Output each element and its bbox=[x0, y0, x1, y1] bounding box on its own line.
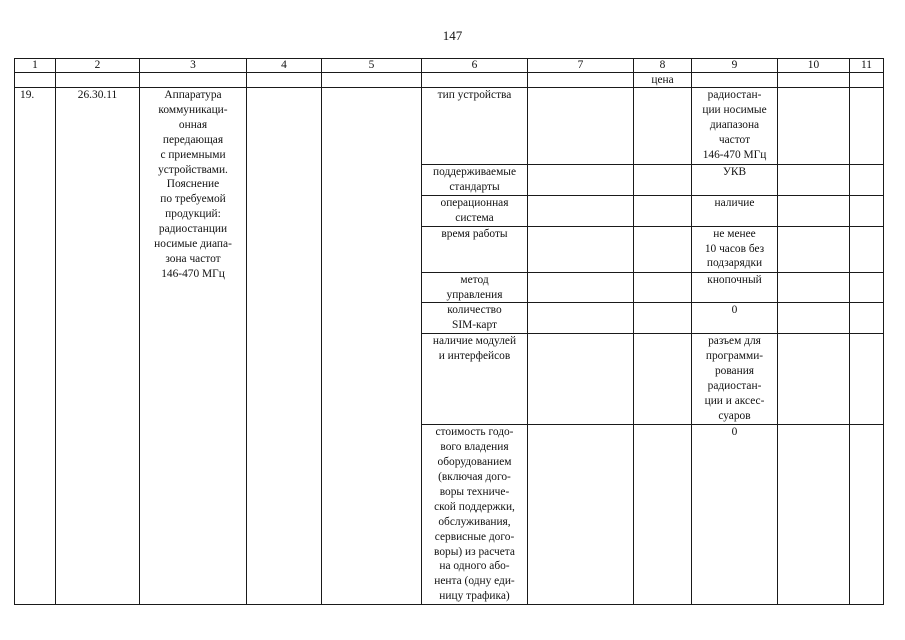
column-header: 6 bbox=[422, 59, 528, 73]
specification-table bbox=[14, 58, 884, 605]
column-number-row bbox=[15, 59, 884, 73]
row-index: 19. bbox=[15, 88, 56, 605]
characteristic-name: наличие модулей и интерфейсов bbox=[422, 334, 528, 425]
column-header: 3 bbox=[140, 59, 247, 73]
column-header: 5 bbox=[322, 59, 422, 73]
characteristic-value: не менее 10 часов без подзарядки bbox=[692, 226, 778, 272]
characteristic-value: наличие bbox=[692, 195, 778, 226]
column-header: 7 bbox=[528, 59, 634, 73]
row-code: 26.30.11 bbox=[56, 88, 140, 605]
table-row bbox=[15, 88, 884, 165]
column-header: 9 bbox=[692, 59, 778, 73]
page-number: 147 bbox=[442, 28, 463, 43]
characteristic-value: разъем для программи- рования радиостан- ции и аксес- суаров bbox=[692, 334, 778, 425]
characteristic-name: метод управления bbox=[422, 272, 528, 303]
characteristic-name: стоимость годо- вого владения оборудованием (включая дого- воры техниче- ской поддержки, обслуживания, сервисные дого- воры) из расчета на одного або- нента (одну еди- ницу трафика) bbox=[422, 425, 528, 605]
characteristic-value: радиостан- ции носимые диапазона частот 146-470 МГц bbox=[692, 88, 778, 165]
column-header: 11 bbox=[850, 59, 884, 73]
column-header: 1 bbox=[15, 59, 56, 73]
price-subheader: цена bbox=[634, 73, 692, 88]
characteristic-name: время работы bbox=[422, 226, 528, 272]
subheader-row bbox=[15, 73, 884, 88]
characteristic-name: тип устройства bbox=[422, 88, 528, 165]
column-header: 4 bbox=[247, 59, 322, 73]
characteristic-value: 0 bbox=[692, 303, 778, 334]
row-product-name: Аппаратура коммуникаци- онная передающая с приемными устройствами. Пояснение по требуемой продукций: радиостанции носимые диапа- зона частот 146-470 МГц bbox=[140, 88, 247, 605]
column-header: 2 bbox=[56, 59, 140, 73]
column-header: 8 bbox=[634, 59, 692, 73]
characteristic-value: УКВ bbox=[692, 165, 778, 196]
characteristic-name: количество SIM-карт bbox=[422, 303, 528, 334]
column-header: 10 bbox=[778, 59, 850, 73]
characteristic-name: операционная система bbox=[422, 195, 528, 226]
characteristic-value: 0 bbox=[692, 425, 778, 605]
characteristic-name: поддерживаемые стандарты bbox=[422, 165, 528, 196]
characteristic-value: кнопочный bbox=[692, 272, 778, 303]
